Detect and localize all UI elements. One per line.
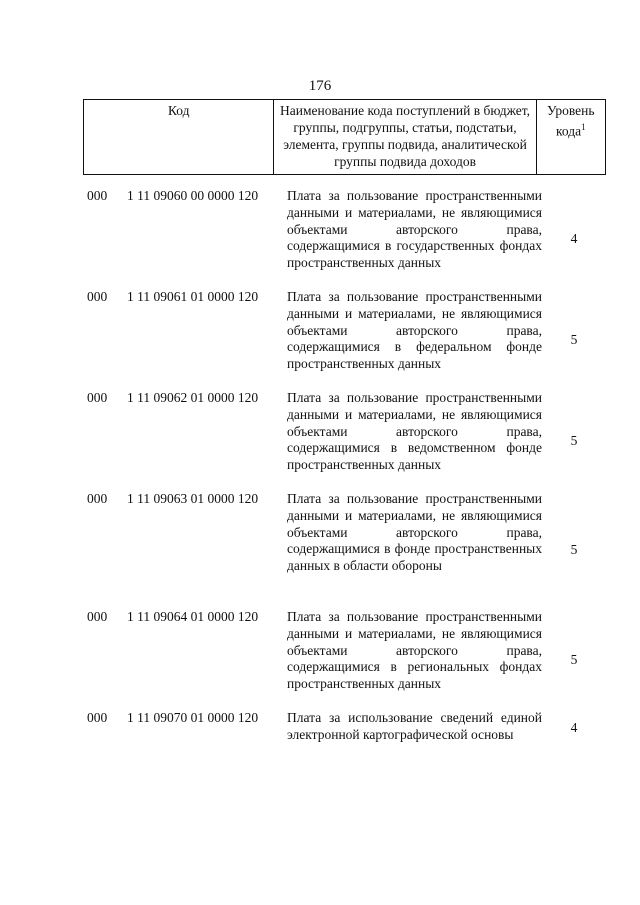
header-name: Наименование кода поступлений в бюджет, группы, подгруппы, статьи, подстатьи, элемента, группы подвида, аналитической группы подвида доходов	[274, 100, 536, 175]
revenue-name: Плата за пользование пространственными данными и материалами, не являющимися объектами авторского права, содержащимися в ведомственном фонде пространственных данных	[287, 390, 542, 473]
table-row	[83, 491, 606, 609]
admin-code: 000	[87, 390, 108, 405]
table-header	[83, 99, 606, 175]
revenue-name: Плата за пользование пространственными данными и материалами, не являющимися объектами авторского права, содержащимися в фонде пространственных данных в области обороны	[287, 491, 542, 574]
admin-code: 000	[87, 289, 108, 304]
admin-code: 000	[87, 710, 108, 725]
code-level: 5	[570, 432, 578, 448]
table-row	[83, 188, 606, 289]
table-row	[83, 390, 606, 491]
table-row	[83, 710, 606, 746]
revenue-code: 1 11 09063 01 0000 120	[127, 491, 259, 506]
revenue-name: Плата за пользование пространственными данными и материалами, не являющимися объектами авторского права, содержащимися в региональных фондах пространственных данных	[287, 609, 542, 692]
table-row	[83, 609, 606, 710]
table-row	[83, 289, 606, 390]
revenue-code: 1 11 09062 01 0000 120	[127, 390, 259, 405]
header-level	[536, 100, 605, 175]
revenue-name: Плата за использование сведений единой электронной картографической основы	[287, 710, 542, 742]
revenue-code: 1 11 09064 01 0000 120	[127, 609, 259, 624]
header-level-label: Уровень кода	[547, 103, 595, 139]
admin-code: 000	[87, 188, 108, 203]
code-level: 5	[570, 651, 578, 667]
code-level: 4	[570, 720, 578, 735]
revenue-name: Плата за пользование пространственными данными и материалами, не являющимися объектами авторского права, содержащимися в федеральном фонде пространственных данных	[287, 289, 542, 372]
revenue-name: Плата за пользование пространственными данными и материалами, не являющимися объектами авторского права, содержащимися в государственных фондах пространственных данных	[287, 188, 542, 271]
code-level: 4	[570, 230, 578, 246]
table-body	[83, 188, 606, 746]
page-number: 176	[308, 78, 332, 94]
admin-code: 000	[87, 609, 108, 624]
header-code: Код	[84, 100, 274, 175]
admin-code: 000	[87, 491, 108, 506]
revenue-code: 1 11 09070 01 0000 120	[127, 710, 259, 725]
code-level: 5	[570, 542, 578, 557]
header-level-footnote: 1	[581, 122, 586, 132]
revenue-code: 1 11 09061 01 0000 120	[127, 289, 259, 304]
code-level: 5	[570, 331, 578, 347]
revenue-code: 1 11 09060 00 0000 120	[127, 188, 259, 203]
